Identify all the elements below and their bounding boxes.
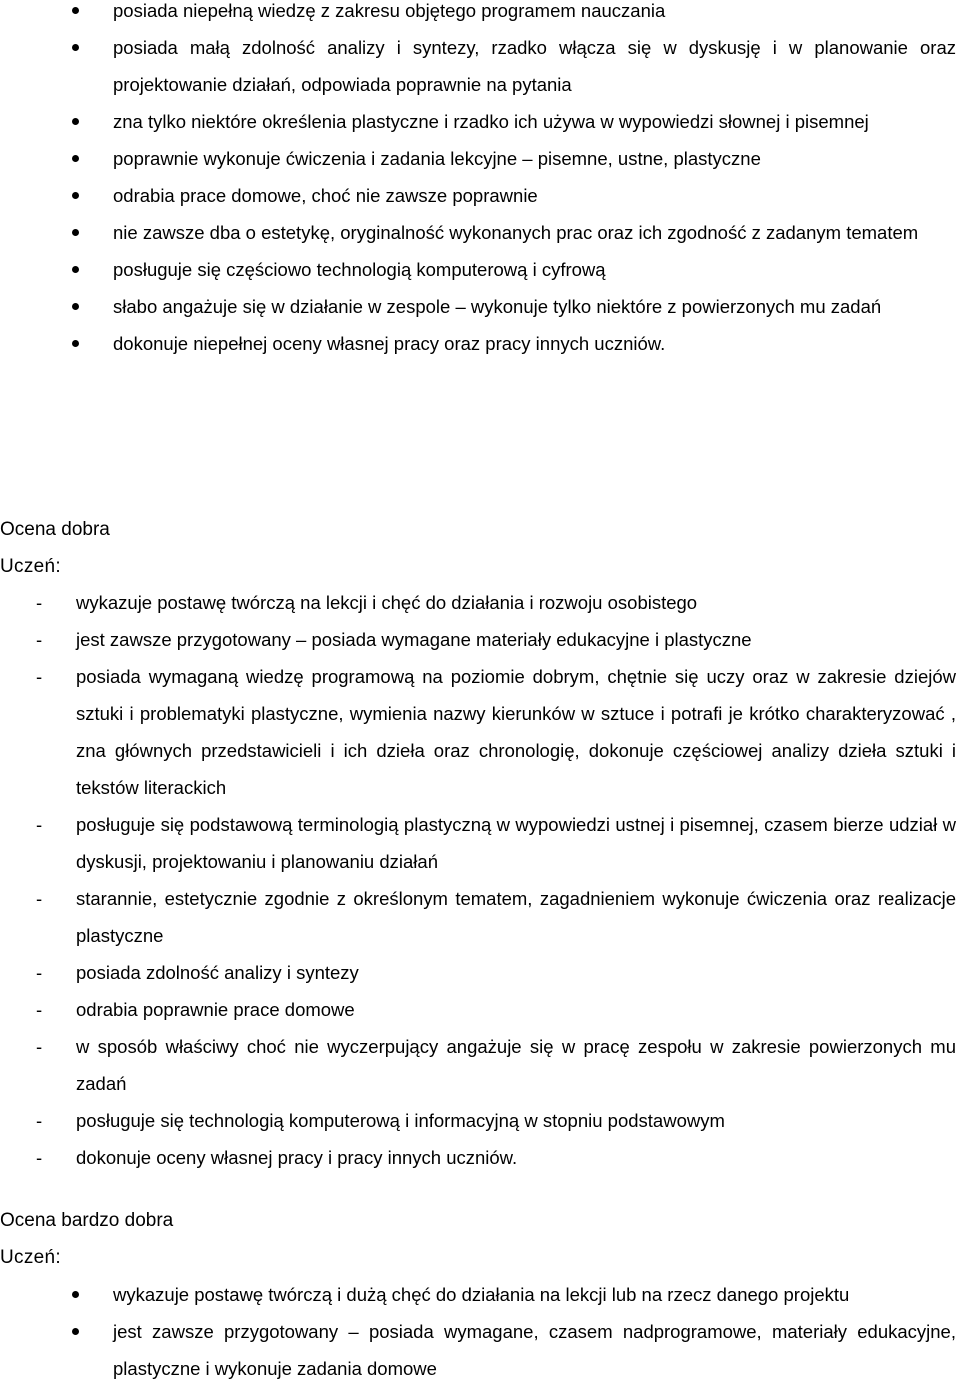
- list-item-text: posiada niepełną wiedzę z zakresu objętego programem nauczania: [113, 0, 666, 21]
- bullet-icon: [72, 192, 79, 199]
- dash-marker: -: [36, 666, 43, 687]
- list-item-text: odrabia prace domowe, choć nie zawsze poprawnie: [113, 185, 538, 206]
- bullet-icon: [72, 44, 79, 51]
- requirements-list-very-good: [0, 1276, 960, 1387]
- list-item: [0, 1313, 960, 1387]
- dash-marker: -: [36, 592, 43, 613]
- bullet-icon: [72, 340, 79, 347]
- bullet-icon: [72, 1328, 79, 1335]
- dash-marker: -: [36, 629, 43, 650]
- section-heading-very-good: Ocena bardzo dobra: [0, 1210, 174, 1231]
- bullet-icon: [72, 7, 79, 14]
- dash-marker: -: [36, 888, 43, 909]
- list-item: [0, 1276, 960, 1313]
- list-item: [0, 584, 960, 621]
- list-item-text: zna tylko niektóre określenia plastyczne i rzadko ich używa w wypowiedzi słownej i pisemnej: [113, 111, 869, 132]
- list-item-text: poprawnie wykonuje ćwiczenia i zadania lekcyjne – pisemne, ustne, plastyczne: [113, 148, 761, 169]
- list-item: [0, 325, 960, 362]
- list-item: [0, 991, 960, 1028]
- list-item: [0, 1102, 960, 1139]
- list-item-text: jest zawsze przygotowany – posiada wymagane materiały edukacyjne i plastyczne: [76, 629, 752, 650]
- bullet-icon: [72, 266, 79, 273]
- list-item: [0, 1139, 960, 1176]
- section-heading-good: Ocena dobra: [0, 519, 110, 540]
- student-label: Uczeń:: [0, 556, 61, 577]
- list-item: [0, 1028, 960, 1102]
- list-item-text: posiada małą zdolność analizy i syntezy, rzadko włącza się w dyskusję i w planowanie oraz projektowanie działań, odpowiada poprawnie na pytania: [113, 37, 956, 95]
- list-item: [0, 658, 960, 806]
- list-item-text: posiada wymaganą wiedzę programową na poziomie dobrym, chętnie się uczy oraz w zakresie dziejów sztuki i problematyki plastyczne, wymienia nazwy kierunków w sztuce i potrafi je krótko charakteryzować , zna głównych przedstawicieli i ich dzieła oraz chronologię, dokonuje częściowej analizy dzieła sztuki i tekstów literackich: [76, 666, 956, 798]
- list-item: [0, 140, 960, 177]
- dash-marker: -: [36, 962, 43, 983]
- bullet-icon: [72, 155, 79, 162]
- list-item: [0, 954, 960, 991]
- list-item: [0, 103, 960, 140]
- requirements-list-good: [0, 584, 960, 1176]
- list-item-text: posługuje się podstawową terminologią plastyczną w wypowiedzi ustnej i pisemnej, czasem bierze udział w dyskusji, projektowaniu i planowaniu działań: [76, 814, 956, 872]
- list-item-text: w sposób właściwy choć nie wyczerpujący angażuje się w pracę zespołu w zakresie powierzonych mu zadań: [76, 1036, 956, 1094]
- list-item-text: wykazuje postawę twórczą i dużą chęć do działania na lekcji lub na rzecz danego projektu: [113, 1284, 850, 1305]
- list-item: [0, 806, 960, 880]
- list-item-text: słabo angażuje się w działanie w zespole – wykonuje tylko niektóre z powierzonych mu zadań: [113, 296, 882, 317]
- requirements-list-sufficient: [0, 0, 960, 362]
- bullet-icon: [72, 229, 79, 236]
- bullet-icon: [72, 1291, 79, 1298]
- dash-marker: -: [36, 814, 43, 835]
- list-item: [0, 29, 960, 103]
- list-item-text: wykazuje postawę twórczą na lekcji i chęć do działania i rozwoju osobistego: [76, 592, 698, 613]
- list-item-text: starannie, estetycznie zgodnie z określonym tematem, zagadnieniem wykonuje ćwiczenia oraz realizacje plastyczne: [76, 888, 956, 946]
- dash-marker: -: [36, 1147, 43, 1168]
- dash-marker: -: [36, 1036, 43, 1057]
- list-item-text: posługuje się technologią komputerową i informacyjną w stopniu podstawowym: [76, 1110, 725, 1131]
- list-item: [0, 288, 960, 325]
- list-item-text: dokonuje oceny własnej pracy i pracy innych uczniów.: [76, 1147, 518, 1168]
- list-item-text: dokonuje niepełnej oceny własnej pracy oraz pracy innych uczniów.: [113, 333, 666, 354]
- list-item: [0, 621, 960, 658]
- list-item: [0, 177, 960, 214]
- list-item-text: odrabia poprawnie prace domowe: [76, 999, 355, 1020]
- student-label: Uczeń:: [0, 1247, 61, 1268]
- list-item-text: posługuje się częściowo technologią komputerową i cyfrową: [113, 259, 606, 280]
- list-item: [0, 0, 960, 29]
- list-item: [0, 251, 960, 288]
- bullet-icon: [72, 303, 79, 310]
- dash-marker: -: [36, 999, 43, 1020]
- list-item-text: posiada zdolność analizy i syntezy: [76, 962, 359, 983]
- dash-marker: -: [36, 1110, 43, 1131]
- list-item-text: jest zawsze przygotowany – posiada wymagane, czasem nadprogramowe, materiały edukacyjne, plastyczne i wykonuje zadania domowe: [113, 1321, 956, 1379]
- list-item-text: nie zawsze dba o estetykę, oryginalność wykonanych prac oraz ich zgodność z zadanym tematem: [113, 222, 919, 243]
- bullet-icon: [72, 118, 79, 125]
- list-item: [0, 214, 960, 251]
- list-item: [0, 880, 960, 954]
